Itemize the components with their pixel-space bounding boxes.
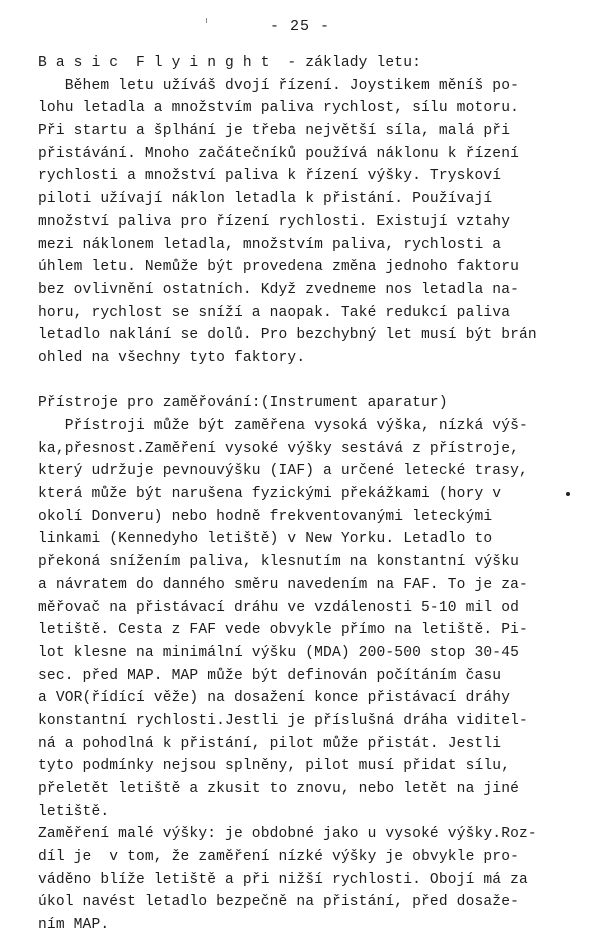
text-line: letiště. — [38, 803, 110, 820]
text-line: tyto podmínky nejsou splněny, pilot musí přidat sílu, — [38, 758, 511, 775]
text-line: piloti užívají náklon letadla k přistání. Používají — [38, 191, 493, 208]
text-line: letadlo naklání se dolů. Pro bezchybný let musí být brán — [38, 327, 537, 344]
document-body — [38, 52, 583, 937]
margin-dot-mark — [566, 492, 570, 496]
text-line: Přístroje pro zaměřování:(Instrument aparatur) — [38, 395, 448, 412]
text-line: letiště. Cesta z FAF vede obvykle přímo na letiště. Pi- — [38, 622, 528, 639]
text-line: úkol navést letadlo bezpečně na přistání, před dosaže- — [38, 894, 520, 911]
text-line: rychlosti a množství paliva k řízení výšky. Tryskoví — [38, 168, 502, 185]
text-line: přistávání. Mnoho začátečníků používá náklonu k řízení — [38, 145, 520, 162]
text-line: a návratem do danného směru navedením na FAF. To je za- — [38, 576, 528, 593]
text-line: okolí Donveru) nebo hodně frekventovanými leteckými — [38, 508, 493, 525]
text-line: Zaměření malé výšky: je obdobné jako u vysoké výšky.Roz- — [38, 826, 537, 843]
text-line: Při startu a šplhání je třeba největší síla, malá při — [38, 123, 511, 140]
text-line: měřovač na přistávací dráhu ve vzdálenosti 5-10 mil od — [38, 599, 520, 616]
text-line: sec. před MAP. MAP může být definován počítáním času — [38, 667, 502, 684]
text-line: horu, rychlost se sníží a naopak. Také redukcí paliva — [38, 304, 511, 321]
text-line: lohu letadla a množstvím paliva rychlost, sílu motoru. — [38, 100, 520, 117]
text-line: přeletět letiště a zkusit to znovu, nebo letět na jiné — [38, 781, 520, 797]
paragraph-gap — [38, 370, 583, 393]
text-line: úhlem letu. Nemůže být provedena změna jednoho faktoru — [38, 259, 520, 276]
text-line: váděno blíže letiště a při nižší rychlosti. Obojí má za — [38, 871, 528, 888]
text-line: konstantní rychlosti.Jestli je příslušná dráha viditel- — [38, 712, 528, 729]
text-line: mezi náklonem letadla, množstvím paliva, rychlosti a — [38, 236, 502, 253]
text-line: ním MAP. — [38, 917, 110, 934]
text-line: který udržuje pevnouvýšku (IAF) a určené letecké trasy, — [38, 463, 528, 480]
text-line: množství paliva pro řízení rychlosti. Existují vztahy — [38, 213, 511, 230]
text-line: bez ovlivnění ostatních. Když zvedneme nos letadla na- — [38, 281, 520, 298]
text-line: Během letu užíváš dvojí řízení. Joystikem měníš po- — [38, 77, 520, 94]
text-line: která může být narušena fyzickými překážkami (hory v — [38, 486, 502, 503]
section-basic-flying — [38, 52, 583, 370]
text-line: linkami (Kennedyho letiště) v New Yorku. Letadlo to — [38, 531, 493, 548]
text-line: Přístroji může být zaměřena vysoká výška, nízká výš- — [38, 418, 528, 434]
text-line: a VOR(řídící věže) na dosažení konce přistávací dráhy — [38, 690, 511, 707]
text-line: díl je v tom, že zaměření nízké výšky je obvykle pro- — [38, 849, 520, 866]
text-line: ohled na všechny tyto faktory. — [38, 349, 306, 366]
page-number: - 25 - — [269, 18, 330, 35]
text-line: B a s i c F l y i n g h t - základy letu: — [38, 55, 422, 71]
text-line: ná a pohodlná k přistání, pilot může přistát. Jestli — [38, 735, 502, 752]
text-line: překoná snížením paliva, klesnutím na konstantní výšku — [38, 554, 520, 571]
text-line: lot klesne na minimální výšku (MDA) 200-500 stop 30-45 — [38, 644, 520, 661]
section-instruments — [38, 392, 583, 937]
text-line: ka,přesnost.Zaměření vysoké výšky sestává z přístroje, — [38, 440, 520, 457]
